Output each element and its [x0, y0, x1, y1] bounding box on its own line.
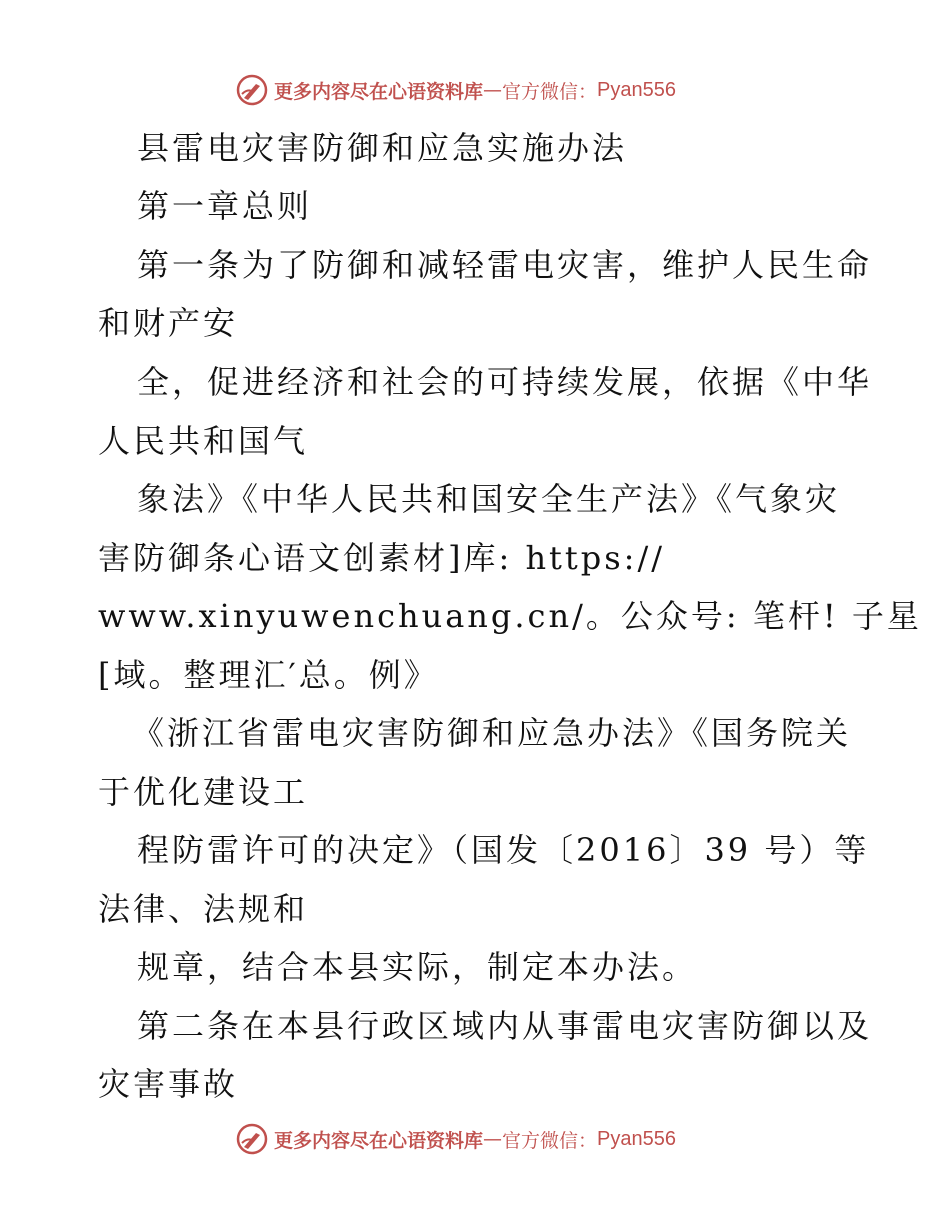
footer-watermark	[236, 1123, 676, 1155]
document-title: 县雷电灾害防御和应急实施办法	[137, 129, 628, 167]
text-line: 全，促进经济和社会的可持续发展，依据《中华	[137, 363, 873, 401]
watermark-main-text: 更多内容尽在心语资料库	[274, 1129, 484, 1152]
text-line: 于优化建设工	[98, 773, 309, 811]
chapter-heading: 第一章总则	[137, 187, 313, 225]
pen-logo-icon	[236, 74, 268, 106]
watermark-separator: —	[483, 1128, 503, 1150]
text-line: 第二条在本县行政区域内从事雷电灾害防御以及	[137, 1007, 873, 1045]
text-line: 第一条为了防御和减轻雷电灾害，维护人民生命	[137, 246, 873, 284]
watermark-main-text: 更多内容尽在心语资料库	[274, 80, 484, 103]
watermark-label: 官方微信：	[502, 1129, 598, 1152]
text-line: [域。整理汇′总。例》	[98, 656, 439, 694]
text-line: 灾害事故	[98, 1065, 239, 1103]
watermark-label: 官方微信：	[502, 80, 598, 103]
text-line: 人民共和国气	[98, 422, 309, 460]
text-line: 害防御条心语文创素材]库: https://	[98, 539, 666, 577]
text-line: 象法》《中华人民共和国安全生产法》《气象灾	[137, 480, 841, 518]
text-line: www.xinyuwenchuang.cn/。公众号: 笔杆! 子星	[98, 597, 922, 635]
text-line: 规章，结合本县实际，制定本办法。	[137, 948, 698, 986]
pen-logo-icon	[236, 1123, 268, 1155]
text-line: 《浙江省雷电灾害防御和应急办法》《国务院关	[132, 714, 852, 752]
watermark-id: Pyan556	[597, 78, 676, 101]
text-line: 和财产安	[98, 304, 239, 342]
text-line: 程防雷许可的决定》（国发〔2016〕39 号）等	[137, 831, 870, 869]
watermark-separator: —	[483, 79, 503, 101]
text-line: 法律、法规和	[98, 890, 309, 928]
header-watermark	[236, 74, 676, 106]
watermark-id: Pyan556	[597, 1127, 676, 1150]
